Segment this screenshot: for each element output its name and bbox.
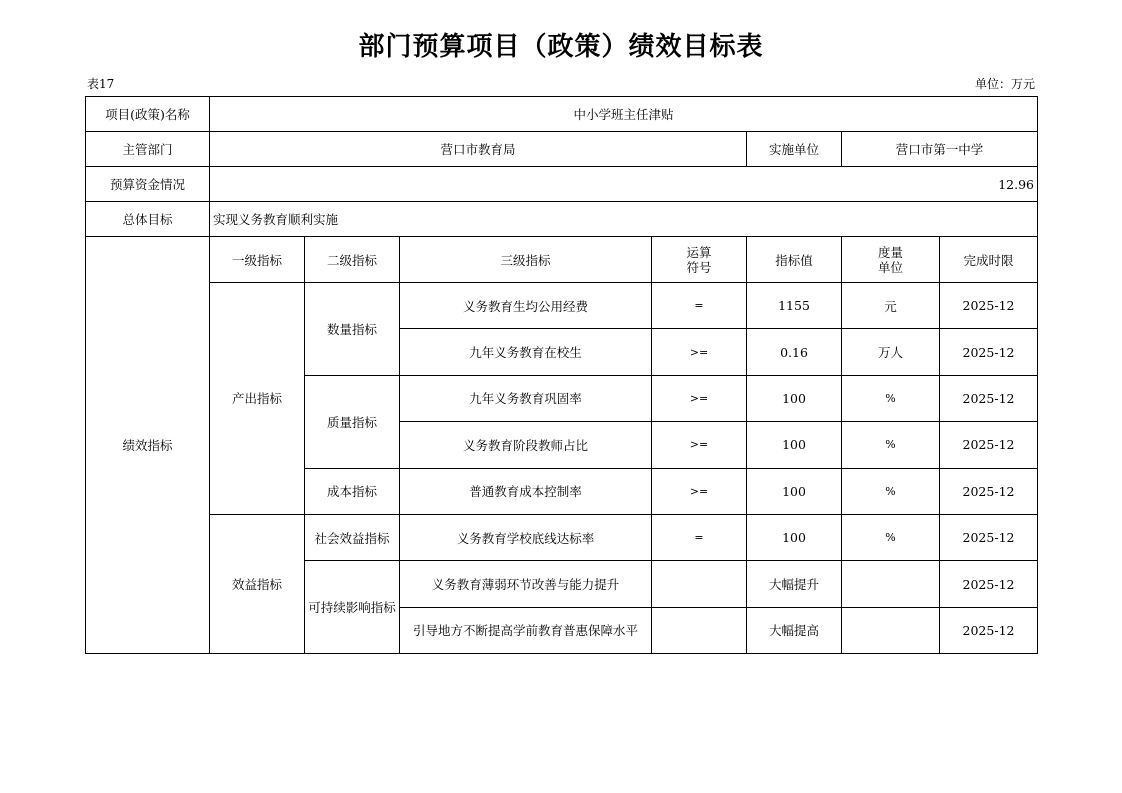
indicator-deadline: 2025-12 [940, 514, 1038, 560]
budget-row [86, 167, 1038, 202]
header-unit-line2: 单位 [877, 259, 903, 275]
header-operator-line1: 运算 [686, 244, 712, 260]
indicator-value: 0.16 [747, 329, 842, 375]
dept-row [86, 132, 1038, 167]
project-name-label: 项目(政策)名称 [86, 97, 210, 132]
indicator-value: 大幅提高 [747, 607, 842, 653]
indicator-value: 100 [747, 468, 842, 514]
group-sustain: 可持续影响指标 [305, 561, 400, 654]
indicator-operator: >= [652, 468, 747, 514]
indicator-name: 义务教育阶段教师占比 [400, 422, 652, 468]
group-quantity: 数量指标 [305, 283, 400, 376]
indicator-unit [842, 561, 940, 607]
header-level1: 一级指标 [210, 237, 305, 283]
table-row [86, 514, 1038, 560]
indicator-name: 普通教育成本控制率 [400, 468, 652, 514]
page-title: 部门预算项目（政策）绩效目标表 [358, 32, 764, 62]
indicator-operator: >= [652, 329, 747, 375]
project-name: 中小学班主任津贴 [210, 97, 1038, 132]
indicator-operator: = [652, 514, 747, 560]
indicator-operator [652, 607, 747, 653]
indicator-deadline: 2025-12 [940, 283, 1038, 329]
indicator-value: 100 [747, 375, 842, 421]
indicator-deadline: 2025-12 [940, 607, 1038, 653]
unit-label: 单位：万元 [974, 77, 1035, 91]
header-deadline: 完成时限 [940, 237, 1038, 283]
indicator-unit: 万人 [842, 329, 940, 375]
indicator-deadline: 2025-12 [940, 468, 1038, 514]
header-level2: 二级指标 [305, 237, 400, 283]
budget-value: 12.96 [210, 167, 1038, 202]
header-unit-line1: 度量 [877, 244, 903, 260]
indicator-name: 九年义务教育在校生 [400, 329, 652, 375]
indicator-value: 1155 [747, 283, 842, 329]
group-quality: 质量指标 [305, 375, 400, 468]
indicator-deadline: 2025-12 [940, 329, 1038, 375]
indicator-operator: >= [652, 375, 747, 421]
goal-label: 总体目标 [86, 202, 210, 237]
indicator-unit: 元 [842, 283, 940, 329]
indicator-unit: % [842, 468, 940, 514]
indicator-value: 100 [747, 422, 842, 468]
header-level3: 三级指标 [400, 237, 652, 283]
goal-row [86, 202, 1038, 237]
table-row [86, 283, 1038, 329]
group-social: 社会效益指标 [305, 514, 400, 560]
indicator-name: 义务教育学校底线达标率 [400, 514, 652, 560]
indicator-name: 引导地方不断提高学前教育普惠保障水平 [400, 607, 652, 653]
impl-label: 实施单位 [747, 132, 842, 167]
indicator-unit [842, 607, 940, 653]
group-benefit: 效益指标 [210, 514, 305, 653]
performance-target-table [85, 96, 1038, 654]
header-value: 指标值 [747, 237, 842, 283]
indicator-deadline: 2025-12 [940, 561, 1038, 607]
budget-label: 预算资金情况 [86, 167, 210, 202]
header-operator-line2: 符号 [686, 259, 712, 275]
indicator-deadline: 2025-12 [940, 375, 1038, 421]
perf-indicator-label: 绩效指标 [86, 237, 210, 654]
impl-value: 营口市第一中学 [842, 132, 1038, 167]
indicator-value: 100 [747, 514, 842, 560]
indicator-operator: = [652, 283, 747, 329]
group-output: 产出指标 [210, 283, 305, 515]
indicator-operator: >= [652, 422, 747, 468]
dept-value: 营口市教育局 [210, 132, 747, 167]
indicator-name: 义务教育生均公用经费 [400, 283, 652, 329]
indicator-deadline: 2025-12 [940, 422, 1038, 468]
indicator-name: 九年义务教育巩固率 [400, 375, 652, 421]
dept-label: 主管部门 [86, 132, 210, 167]
indicator-unit: % [842, 514, 940, 560]
header-operator [652, 237, 747, 283]
table-number: 表17 [87, 77, 115, 91]
project-name-row [86, 97, 1038, 132]
group-cost: 成本指标 [305, 468, 400, 514]
indicator-value: 大幅提升 [747, 561, 842, 607]
indicator-unit: % [842, 375, 940, 421]
goal-value: 实现义务教育顺利实施 [210, 202, 1038, 237]
header-unit [842, 237, 940, 283]
indicator-unit: % [842, 422, 940, 468]
indicator-operator [652, 561, 747, 607]
indicator-header-row [86, 237, 1038, 283]
indicator-name: 义务教育薄弱环节改善与能力提升 [400, 561, 652, 607]
